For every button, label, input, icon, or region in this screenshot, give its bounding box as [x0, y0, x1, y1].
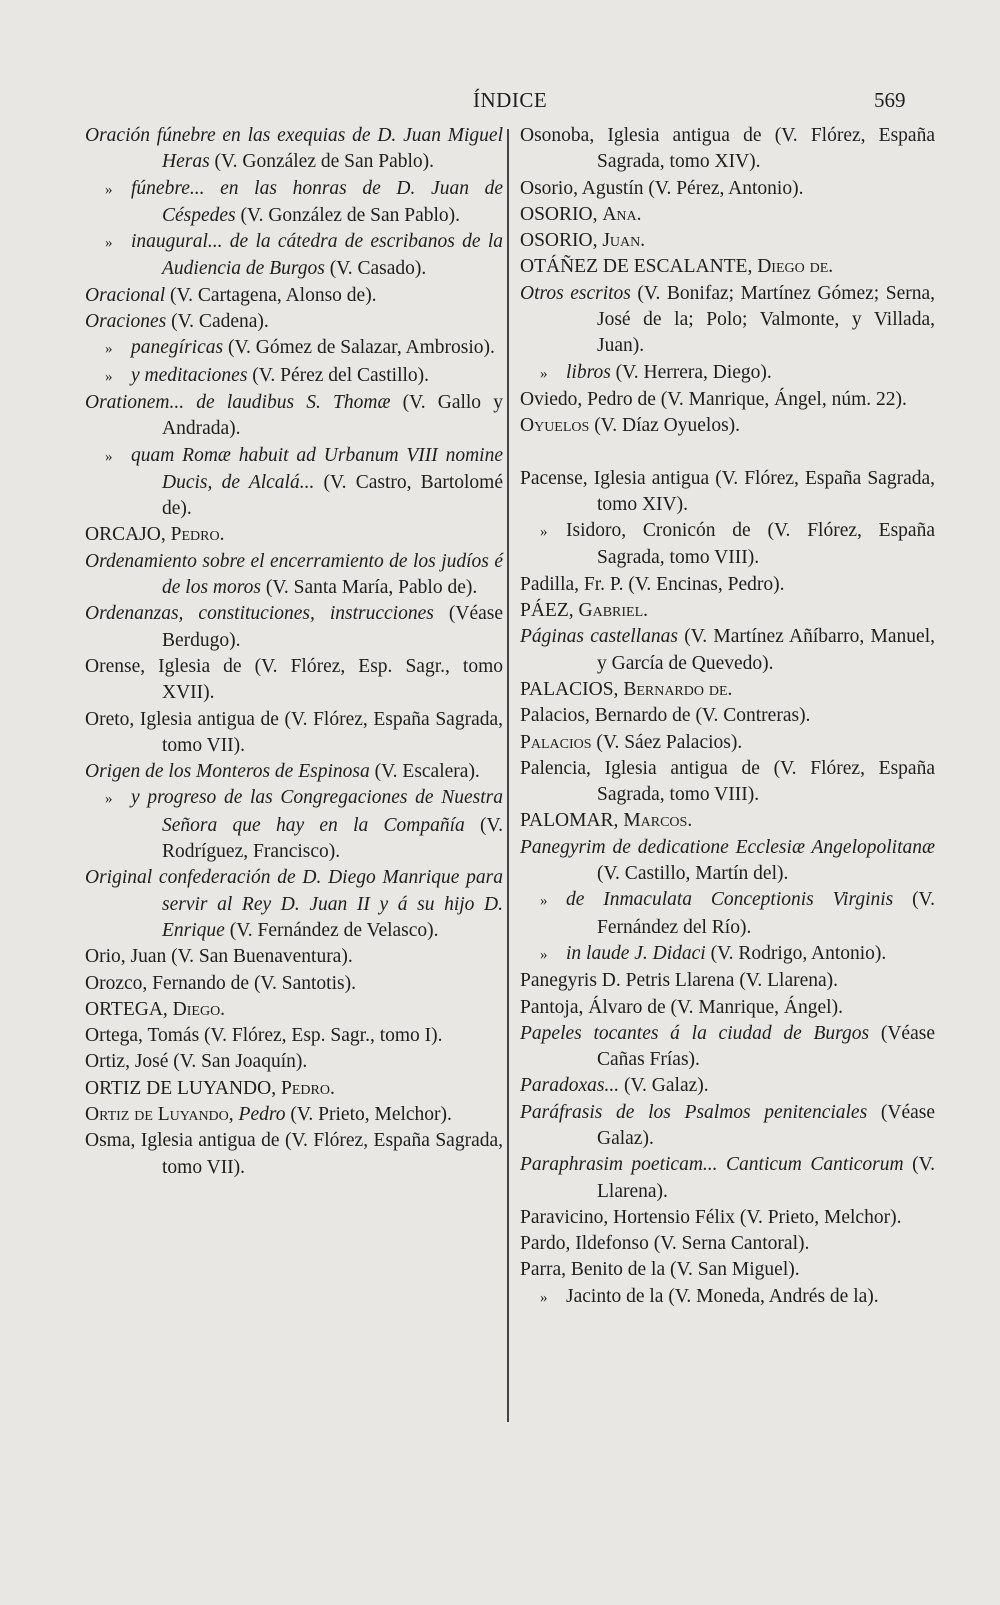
entry-text: Orio, Juan (V. San Buenaventura).: [85, 946, 353, 968]
entry-text: (V. Bonifaz; Martínez Gómez; Serna, José de la; Polo; Valmonte, y Villada, Juan).: [597, 282, 936, 357]
index-entry: [85, 363, 503, 390]
ditto-mark: »: [540, 524, 548, 541]
entry-text: Ordenanzas, constituciones, instrucciones: [85, 603, 434, 625]
entry-text: Orense, Iglesia de (V. Flórez, Esp. Sagr., tomo XVII).: [85, 655, 503, 704]
entry-text: OTÁÑEZ DE ESCALANTE,: [520, 256, 758, 278]
index-entry: [520, 123, 935, 176]
entry-text: (V. González de San Pablo).: [209, 151, 435, 173]
index-entry: [85, 176, 503, 230]
index-entry: [85, 971, 503, 997]
entry-text: Osonoba, Iglesia antigua de (V. Flórez, España Sagrada, tomo XIV).: [520, 125, 935, 173]
index-entry: [85, 865, 503, 944]
entry-text: (Véase Berdugo).: [162, 603, 503, 651]
index-entry: [520, 756, 935, 809]
entry-text: Osorio, Agustín (V. Pérez, Antonio).: [520, 177, 804, 199]
index-entry: [520, 254, 935, 280]
entry-text: Padilla, Fr. P. (V. Encinas, Pedro).: [520, 573, 785, 595]
entry-text: (Véase Cañas Frías).: [597, 1022, 935, 1071]
entry-text: Paravicino, Hortensio Félix (V. Prieto, Melchor).: [520, 1206, 902, 1228]
page-number: 569: [874, 88, 906, 112]
entry-text: Oracional: [85, 284, 166, 306]
running-head: ÍNDICE: [473, 88, 548, 112]
index-entry: [85, 443, 503, 523]
entry-text: Jacinto de la (V. Moneda, Andrés de la).: [566, 1285, 879, 1307]
entry-text: (V. Fernández del Río).: [597, 889, 935, 938]
entry-text: Pacense, Iglesia antigua (V. Flórez, España Sagrada, tomo XIV).: [520, 467, 935, 515]
index-entry: [85, 1102, 503, 1128]
entry-text: Oviedo, Pedro de (V. Manrique, Ángel, núm. 22).: [520, 388, 907, 410]
index-entry: [520, 387, 935, 413]
ditto-mark: »: [540, 1289, 548, 1306]
index-entry: [520, 598, 935, 624]
index-entry: [520, 624, 935, 677]
index-entry: [520, 202, 935, 228]
index-entry: [520, 413, 935, 439]
index-entry: [520, 887, 935, 941]
ditto-mark: »: [540, 946, 548, 963]
entry-text: Bernardo de.: [623, 678, 733, 700]
index-entry: [85, 335, 503, 362]
entry-text: y progreso de las Congregaciones de Nuestra Señora que hay en la Compañía: [131, 787, 503, 836]
index-entry: [520, 1284, 935, 1311]
entry-text: (V. Gómez de Salazar, Ambrosio).: [223, 337, 495, 359]
index-entry: [520, 1100, 935, 1153]
entry-text: (V. Castro, Bartolomé de).: [162, 471, 503, 520]
entry-text: Ortega, Tomás (V. Flórez, Esp. Sagr., tomo I).: [85, 1025, 443, 1047]
entry-text: Juan.: [602, 230, 646, 252]
index-entry: [85, 1023, 503, 1049]
index-entry: [520, 808, 935, 834]
entry-text: (V. Santa María, Pablo de).: [260, 577, 478, 599]
entry-text: Papeles tocantes á la ciudad de Burgos: [520, 1022, 870, 1044]
index-entry: [85, 390, 503, 443]
entry-text: OSORIO,: [520, 230, 603, 252]
entry-text: Ortiz, José (V. San Joaquín).: [85, 1051, 308, 1073]
entry-text: Ortiz de Luyando,: [85, 1103, 239, 1125]
index-entry: [85, 654, 503, 707]
entry-text: PALOMAR,: [520, 810, 624, 832]
entry-text: (V. Casado).: [324, 258, 427, 280]
index-entry: [85, 549, 503, 602]
entry-text: Parra, Benito de la (V. San Miguel).: [520, 1259, 800, 1281]
entry-text: Pedro: [238, 1103, 286, 1125]
index-entry: [520, 835, 935, 888]
entry-text: quam Romæ habuit ad Urbanum VIII nomine Ducis, de Alcalá...: [131, 444, 503, 493]
entry-text: (V. Cartagena, Alonso de).: [165, 284, 377, 306]
entry-text: (V. Rodrigo, Antonio).: [705, 942, 887, 964]
index-entry: [85, 309, 503, 335]
entry-text: Oreto, Iglesia antigua de (V. Flórez, España Sagrada, tomo VII).: [85, 708, 503, 756]
index-entry: [520, 730, 935, 756]
index-entry: [85, 1076, 503, 1102]
ditto-mark: »: [105, 235, 113, 252]
index-entry: [85, 601, 503, 654]
entry-text: OSORIO,: [520, 203, 603, 225]
index-entry: [520, 703, 935, 729]
index-entry: [520, 572, 935, 598]
entry-text: (V. González de San Pablo).: [235, 204, 461, 226]
ditto-mark: »: [540, 893, 548, 910]
entry-text: (V. Escalera).: [369, 761, 480, 783]
entry-text: Panegyris D. Petris Llarena (V. Llarena).: [520, 970, 839, 992]
entry-text: Páginas castellanas: [520, 626, 678, 648]
entry-text: fúnebre... en las honras de D. Juan de Céspedes: [131, 177, 503, 226]
entry-text: (V. Cadena).: [166, 311, 269, 333]
index-entry: [520, 1257, 935, 1283]
ditto-mark: »: [105, 341, 113, 358]
ditto-mark: »: [105, 181, 113, 198]
entry-text: Oración fúnebre en las exequias de D. Juan Miguel Heras: [85, 125, 503, 173]
entry-text: (V. Galaz).: [619, 1075, 709, 1097]
entry-text: (V. Prieto, Melchor).: [285, 1103, 452, 1125]
index-entry: [85, 283, 503, 309]
entry-text: (V. Sáez Palacios).: [591, 731, 743, 753]
entry-text: Paraphrasim poeticam... Canticum Canticorum: [520, 1154, 904, 1176]
entry-text: Diego.: [172, 998, 226, 1020]
index-entry: [520, 228, 935, 254]
entry-text: Oyuelos: [520, 415, 590, 437]
entry-text: ORCAJO,: [85, 524, 171, 546]
ditto-mark: »: [540, 365, 548, 382]
ditto-mark: »: [105, 368, 113, 385]
index-entry: [85, 522, 503, 548]
index-entry: [520, 281, 935, 360]
column-divider: [507, 129, 509, 1422]
ditto-mark: »: [105, 448, 113, 465]
entry-text: PÁEZ,: [520, 600, 579, 622]
index-entry: [520, 1152, 935, 1205]
entry-text: Orationem... de laudibus S. Thomæ: [85, 391, 391, 413]
entry-text: Diego de.: [757, 256, 834, 278]
entry-text: Paráfrasis de los Psalmos penitenciales: [520, 1101, 868, 1123]
entry-text: Marcos.: [623, 810, 693, 832]
entry-text: Paradoxas...: [520, 1075, 620, 1097]
entry-text: Pedro.: [170, 524, 225, 546]
index-entry: [520, 941, 935, 968]
index-entry: [85, 759, 503, 785]
entry-text: Palacios: [520, 731, 592, 753]
entry-text: in laude J. Didaci: [566, 942, 706, 964]
entry-text: Ordenamiento sobre el encerramiento de los judíos é de los moros: [85, 550, 503, 599]
entry-text: (V. Herrera, Diego).: [610, 361, 772, 383]
index-entry: [85, 785, 503, 865]
index-entry: [85, 229, 503, 283]
entry-text: (V. Pérez del Castillo).: [247, 364, 430, 386]
entry-text: Osma, Iglesia antigua de (V. Flórez, España Sagrada, tomo VII).: [85, 1130, 503, 1178]
index-entry: [520, 518, 935, 572]
entry-text: de Inmaculata Conceptionis Virginis: [566, 889, 894, 911]
index-entry: [520, 677, 935, 703]
index-entry: [85, 997, 503, 1023]
index-entry: [520, 1205, 935, 1231]
index-entry: [85, 1128, 503, 1181]
entry-text: (V. Gallo y Andrada).: [162, 391, 503, 440]
index-entry: [520, 176, 935, 202]
entry-text: Original confederación de D. Diego Manrique para servir al Rey D. Juan II y á su hijo D. Enrique: [85, 867, 503, 941]
entry-text: (V. Rodríguez, Francisco).: [162, 814, 503, 863]
entry-text: libros: [566, 361, 611, 383]
entry-text: ORTIZ DE LUYANDO,: [85, 1077, 281, 1099]
entry-text: Panegyrim de dedicatione Ecclesiæ Angelopolitanæ: [520, 836, 935, 858]
index-entry: [520, 1231, 935, 1257]
entry-text: Otros escritos: [520, 282, 631, 304]
entry-text: Gabriel.: [578, 600, 649, 622]
index-entry: [85, 1049, 503, 1075]
entry-text: Orozco, Fernando de (V. Santotis).: [85, 972, 356, 994]
entry-text: Isidoro, Cronicón de (V. Flórez, España Sagrada, tomo VIII).: [566, 520, 935, 569]
entry-text: (V. Díaz Oyuelos).: [589, 415, 741, 437]
index-entry: [520, 995, 935, 1021]
entry-text: (Véase Galaz).: [597, 1101, 935, 1149]
entry-text: Origen de los Monteros de Espinosa: [85, 761, 370, 783]
index-entry: [520, 466, 935, 519]
index-entry: [520, 360, 935, 387]
entry-text: PALACIOS,: [520, 678, 624, 700]
entry-text: inaugural... de la cátedra de escribanos de la Audiencia de Burgos: [131, 231, 503, 280]
index-entry: [85, 123, 503, 176]
entry-text: (V. Fernández de Velasco).: [224, 919, 439, 941]
entry-text: ORTEGA,: [85, 998, 173, 1020]
entry-text: (V. Castillo, Martín del).: [597, 863, 789, 885]
left-column: [85, 123, 503, 1181]
ditto-mark: »: [105, 791, 113, 808]
entry-text: Pardo, Ildefonso (V. Serna Cantoral).: [520, 1233, 810, 1255]
page-header: [0, 88, 1000, 118]
entry-text: Palencia, Iglesia antigua de (V. Flórez, España Sagrada, tomo VIII).: [520, 757, 935, 806]
entry-text: Oraciones: [85, 311, 167, 333]
index-entry: [520, 968, 935, 994]
entry-text: (V. Martínez Añíbarro, Manuel, y García de Quevedo).: [597, 626, 935, 674]
entry-text: Ana.: [602, 203, 642, 225]
index-entry: [85, 944, 503, 970]
index-entry: [520, 1073, 935, 1099]
entry-text: y meditaciones: [131, 364, 248, 386]
index-entry: [85, 707, 503, 760]
entry-text: Pedro.: [280, 1077, 335, 1099]
entry-text: Palacios, Bernardo de (V. Contreras).: [520, 705, 811, 727]
right-column: [520, 123, 935, 1311]
index-entry: [520, 1021, 935, 1074]
entry-text: panegíricas: [131, 337, 224, 359]
entry-text: (V. Llarena).: [597, 1154, 936, 1202]
entry-text: Pantoja, Álvaro de (V. Manrique, Ángel).: [520, 996, 843, 1018]
